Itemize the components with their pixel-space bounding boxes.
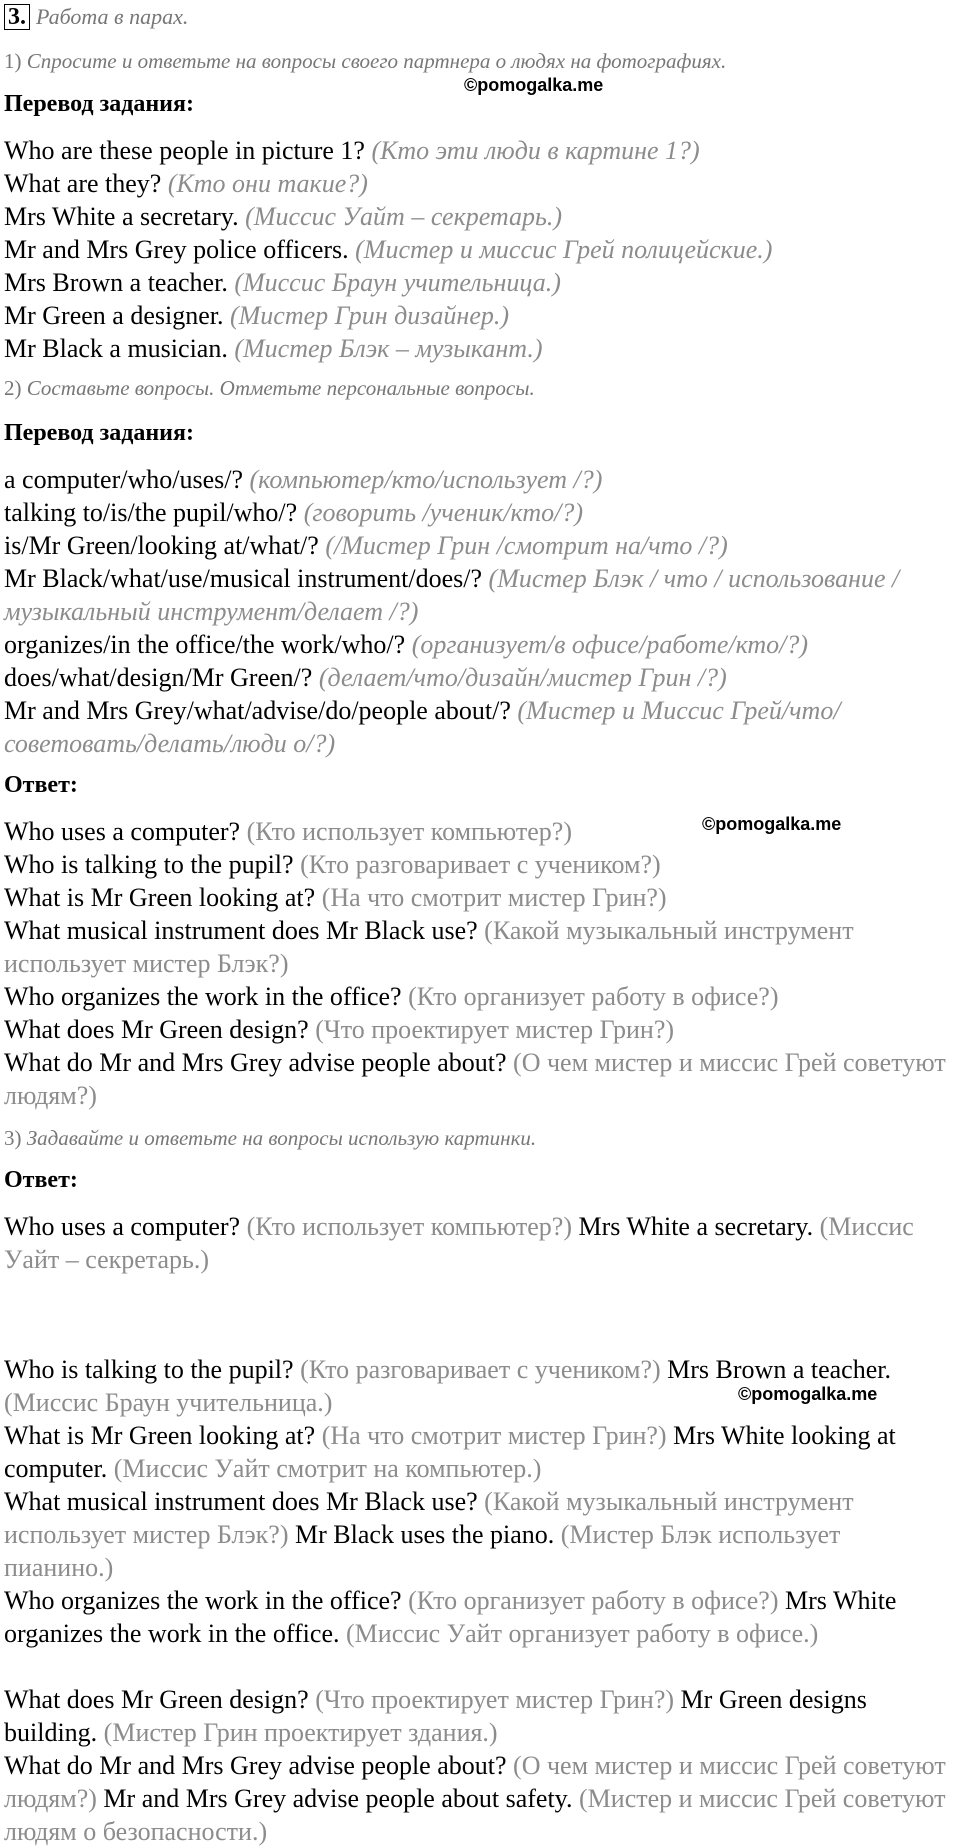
part2-answer: What musical instrument does Mr Black use? (Какой музыкальный инструмент использует мистер Блэк?) bbox=[4, 916, 854, 978]
part3-answer: Who is talking to the pupil? (Кто разговаривает с учеником?) Mrs Brown a teacher. (Миссис Браун учительница.) bbox=[4, 1355, 891, 1417]
part1-line: Mrs White a secretary. (Миссис Уайт – секретарь.) bbox=[4, 202, 563, 231]
part3-instruction bbox=[4, 1126, 536, 1151]
part2-heading: Перевод задания: bbox=[4, 420, 194, 446]
part1-heading: Перевод задания: bbox=[4, 91, 194, 117]
part2-line: Mr and Mrs Grey/what/advise/do/people about/? (Мистер и Миссис Грей/что/советовать/делать/люди о/?) bbox=[4, 696, 841, 758]
part2-answer-heading: Ответ: bbox=[4, 772, 78, 798]
watermark: ©pomogalka.me bbox=[738, 1384, 878, 1404]
part3-instruction-text: Задавайте и ответьте на вопросы использую картинки. bbox=[26, 1126, 537, 1150]
part1-line: Mrs Brown a teacher. (Миссис Браун учительница.) bbox=[4, 268, 561, 297]
part2-line: is/Mr Green/looking at/what/? (/Мистер Грин /смотрит на/что /?) bbox=[4, 531, 728, 560]
part2-instruction-text: Составьте вопросы. Отметьте персональные вопросы. bbox=[26, 376, 535, 400]
part1-instruction-text: Спросите и ответьте на вопросы своего партнера о людях на фотографиях. bbox=[26, 49, 727, 73]
task-title: Работа в парах. bbox=[36, 4, 189, 29]
task-header bbox=[4, 4, 188, 30]
task-number: 3. bbox=[4, 4, 30, 30]
part2-line: talking to/is/the pupil/who/? (говорить /ученик/кто/?) bbox=[4, 498, 584, 527]
part2-answer: Who is talking to the pupil? (Кто разговаривает с учеником?) bbox=[4, 850, 661, 879]
watermark: ©pomogalka.me bbox=[464, 75, 604, 95]
part2-line: Mr Black/what/use/musical instrument/does/? (Мистер Блэк / что / использование /музыкальный инструмент/делает /?) bbox=[4, 564, 900, 626]
watermark: ©pomogalka.me bbox=[702, 814, 842, 834]
part1-line: What are they? (Кто они такие?) bbox=[4, 169, 368, 198]
part3-number: 3) bbox=[4, 1126, 22, 1150]
part3-answer: What is Mr Green looking at? (На что смотрит мистер Грин?) Mrs White looking at computer. (Миссис Уайт смотрит на компьютер.) bbox=[4, 1421, 896, 1483]
part2-number: 2) bbox=[4, 376, 22, 400]
part3-answer: Who organizes the work in the office? (Кто организует работу в офисе?) Mrs White organizes the work in the office. (Миссис Уайт организует работу в офисе.) bbox=[4, 1586, 897, 1648]
part1-number: 1) bbox=[4, 49, 22, 73]
part2-instruction bbox=[4, 376, 535, 401]
part2-line: organizes/in the office/the work/who/? (организует/в офисе/работе/кто/?) bbox=[4, 630, 809, 659]
part3-answer: Who uses a computer? (Кто использует компьютер?) Mrs White a secretary. (Миссис Уайт – секретарь.) bbox=[4, 1212, 914, 1274]
part2-answer: What do Mr and Mrs Grey advise people about? (О чем мистер и миссис Грей советуют людям?) bbox=[4, 1048, 946, 1110]
part1-line: Who are these people in picture 1? (Кто эти люди в картине 1?) bbox=[4, 136, 700, 165]
part2-line: does/what/design/Mr Green/? (делает/что/дизайн/мистер Грин /?) bbox=[4, 663, 727, 692]
part1-instruction bbox=[4, 49, 726, 74]
part2-answer: What does Mr Green design? (Что проектирует мистер Грин?) bbox=[4, 1015, 675, 1044]
part1-line: Mr Black a musician. (Мистер Блэк – музыкант.) bbox=[4, 334, 543, 363]
part2-answer: Who uses a computer? (Кто использует компьютер?) bbox=[4, 817, 572, 846]
part1-line: Mr and Mrs Grey police officers. (Мистер и миссис Грей полицейские.) bbox=[4, 235, 773, 264]
part1-line: Mr Green a designer. (Мистер Грин дизайнер.) bbox=[4, 301, 510, 330]
part3-answer: What do Mr and Mrs Grey advise people about? (О чем мистер и миссис Грей советуют людям?) Mr and Mrs Grey advise people about safety. (Мистер и миссис Грей советуют людям о безопасности.) bbox=[4, 1751, 946, 1846]
part3-answer-heading: Ответ: bbox=[4, 1167, 78, 1193]
part3-answer: What does Mr Green design? (Что проектирует мистер Грин?) Mr Green designs building. (Мистер Грин проектирует здания.) bbox=[4, 1685, 867, 1747]
part3-answer: What musical instrument does Mr Black use? (Какой музыкальный инструмент использует мистер Блэк?) Mr Black uses the piano. (Мистер Блэк использует пианино.) bbox=[4, 1487, 854, 1582]
part2-answer: What is Mr Green looking at? (На что смотрит мистер Грин?) bbox=[4, 883, 667, 912]
part2-answer: Who organizes the work in the office? (Кто организует работу в офисе?) bbox=[4, 982, 779, 1011]
part2-line: a computer/who/uses/? (компьютер/кто/использует /?) bbox=[4, 465, 603, 494]
